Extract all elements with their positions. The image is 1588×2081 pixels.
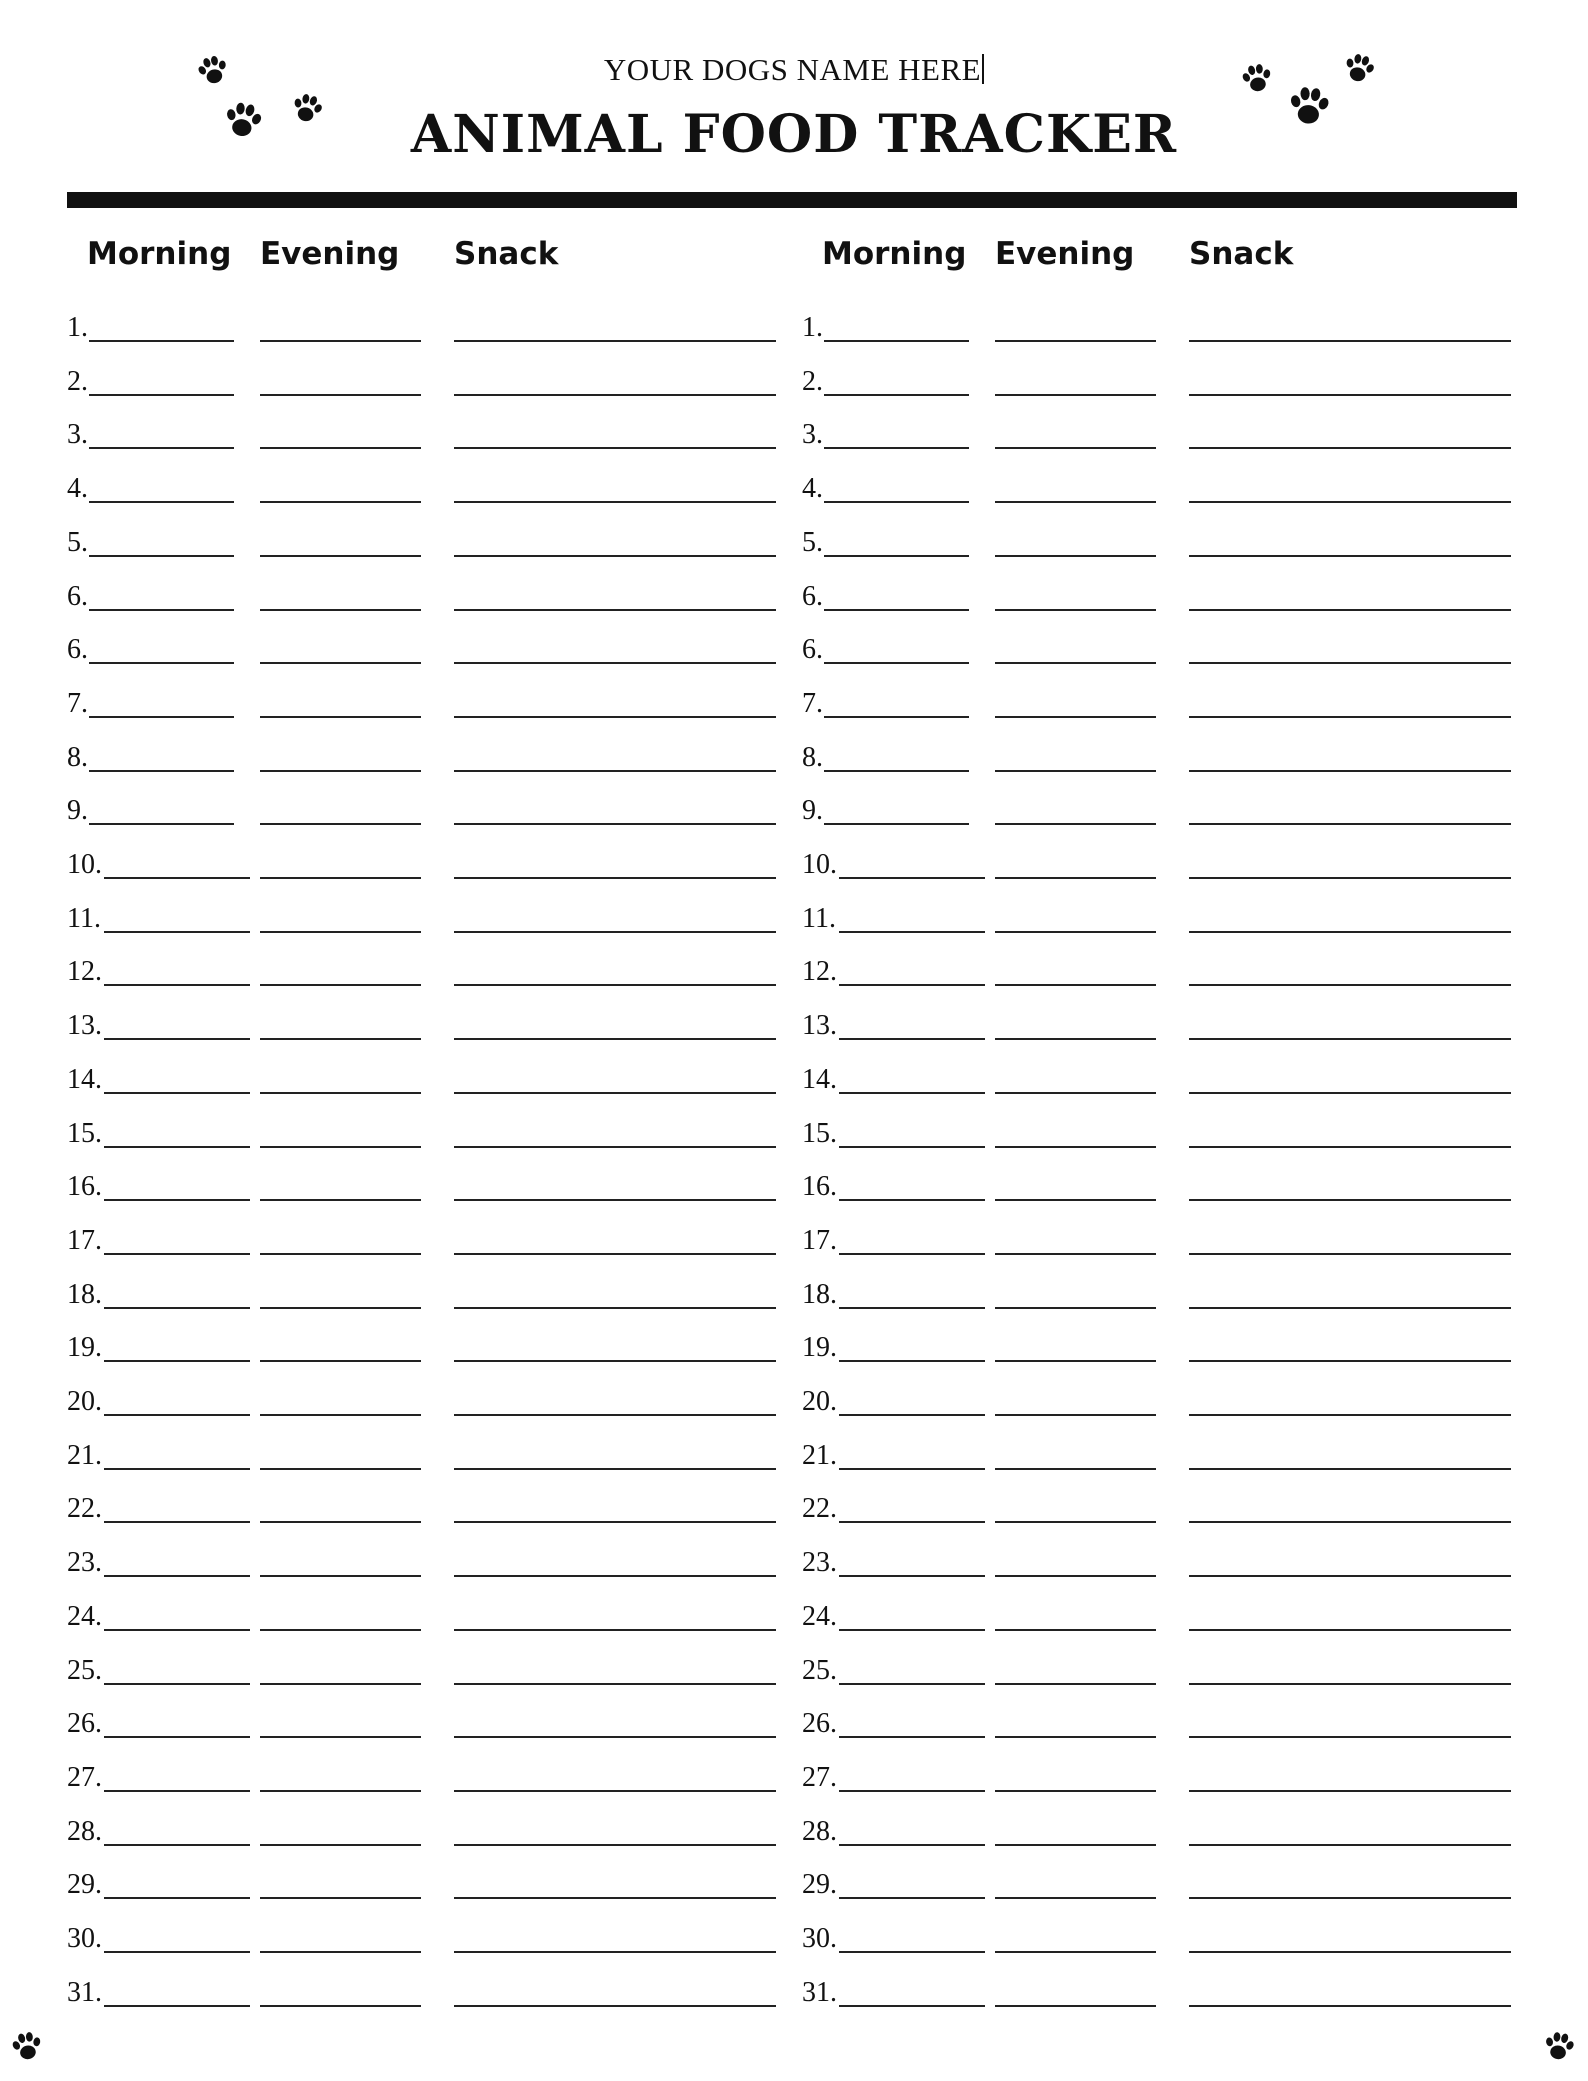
snack-entry-line[interactable]: [1189, 931, 1511, 933]
evening-entry-line[interactable]: [995, 555, 1156, 557]
snack-entry-line[interactable]: [1189, 1199, 1511, 1201]
row-number: 10.: [802, 849, 837, 880]
row-number: 16.: [802, 1171, 837, 1203]
evening-entry-line[interactable]: [995, 1683, 1156, 1685]
row-number: 27.: [802, 1761, 837, 1793]
snack-entry-line[interactable]: [1189, 1844, 1511, 1846]
morning-entry-line[interactable]: [824, 394, 969, 396]
snack-entry-line[interactable]: [454, 447, 776, 449]
morning-entry-line[interactable]: [824, 609, 969, 611]
snack-entry-line[interactable]: [454, 931, 776, 933]
morning-entry-line[interactable]: [839, 931, 985, 933]
snack-entry-line[interactable]: [1189, 1897, 1511, 1899]
morning-entry-line[interactable]: [104, 1790, 250, 1792]
morning-entry-line[interactable]: [89, 555, 234, 557]
evening-entry-line[interactable]: [995, 1521, 1156, 1523]
morning-entry-line[interactable]: [104, 1897, 250, 1899]
evening-entry-line[interactable]: [260, 823, 421, 825]
text-caret: [982, 54, 984, 84]
morning-entry-line[interactable]: [839, 1253, 985, 1255]
snack-entry-line[interactable]: [1189, 1521, 1511, 1523]
row-number: 4.: [67, 473, 88, 505]
morning-entry-line[interactable]: [89, 662, 234, 664]
row-number: 6.: [67, 634, 88, 666]
morning-entry-line[interactable]: [839, 1414, 985, 1416]
evening-entry-line[interactable]: [260, 662, 421, 664]
row-number: 26.: [802, 1708, 837, 1740]
paw-print-icon: [1237, 59, 1276, 98]
morning-entry-line[interactable]: [104, 877, 250, 879]
morning-entry-line[interactable]: [89, 447, 234, 449]
row-number: 11.: [802, 902, 836, 934]
row-number: 15.: [802, 1117, 837, 1149]
morning-entry-line[interactable]: [839, 1790, 985, 1792]
snack-entry-line[interactable]: [1189, 1575, 1511, 1577]
morning-entry-line[interactable]: [89, 823, 234, 825]
morning-entry-line[interactable]: [89, 340, 234, 342]
morning-entry-line[interactable]: [824, 501, 969, 503]
row-number: 24.: [67, 1600, 102, 1632]
row-number: 23.: [67, 1547, 102, 1579]
row-number: 7.: [802, 687, 823, 719]
morning-entry-line[interactable]: [104, 1038, 250, 1040]
evening-entry-line[interactable]: [995, 984, 1156, 986]
morning-entry-line[interactable]: [839, 1629, 985, 1631]
row-number: 24.: [802, 1600, 837, 1632]
row-number: 6.: [67, 580, 88, 612]
evening-entry-line[interactable]: [995, 1038, 1156, 1040]
row-number: 19.: [802, 1332, 837, 1364]
header-divider: [67, 192, 1517, 208]
evening-entry-line[interactable]: [260, 1038, 421, 1040]
snack-entry-line[interactable]: [454, 501, 776, 503]
snack-entry-line[interactable]: [454, 1951, 776, 1953]
snack-entry-line[interactable]: [454, 1844, 776, 1846]
row-number: 25.: [67, 1654, 102, 1686]
morning-entry-line[interactable]: [104, 1253, 250, 1255]
morning-entry-line[interactable]: [89, 770, 234, 772]
morning-entry-line[interactable]: [89, 394, 234, 396]
snack-entry-line[interactable]: [1189, 1092, 1511, 1094]
evening-entry-line[interactable]: [995, 877, 1156, 879]
row-number: 6.: [802, 634, 823, 666]
morning-entry-line[interactable]: [104, 1521, 250, 1523]
evening-entry-line[interactable]: [995, 1199, 1156, 1201]
row-number: 10.: [67, 849, 102, 880]
evening-entry-line[interactable]: [995, 770, 1156, 772]
evening-entry-line[interactable]: [260, 1683, 421, 1685]
morning-entry-line[interactable]: [839, 1468, 985, 1470]
morning-entry-line[interactable]: [104, 1092, 250, 1094]
evening-entry-line[interactable]: [260, 340, 421, 342]
snack-entry-line[interactable]: [454, 1038, 776, 1040]
row-number: 31.: [67, 1976, 102, 2008]
evening-entry-line[interactable]: [995, 609, 1156, 611]
evening-entry-line[interactable]: [995, 1844, 1156, 1846]
evening-entry-line[interactable]: [995, 1736, 1156, 1738]
evening-entry-line[interactable]: [260, 1629, 421, 1631]
evening-entry-line[interactable]: [995, 1790, 1156, 1792]
morning-entry-line[interactable]: [824, 662, 969, 664]
snack-entry-line[interactable]: [454, 1521, 776, 1523]
snack-entry-line[interactable]: [454, 1307, 776, 1309]
snack-entry-line[interactable]: [454, 340, 776, 342]
snack-entry-line[interactable]: [1189, 1629, 1511, 1631]
row-number: 22.: [802, 1493, 837, 1525]
evening-entry-line[interactable]: [260, 555, 421, 557]
morning-entry-line[interactable]: [104, 1683, 250, 1685]
morning-entry-line[interactable]: [839, 1683, 985, 1685]
morning-entry-line[interactable]: [824, 340, 969, 342]
evening-entry-line[interactable]: [260, 1146, 421, 1148]
row-number: 15.: [67, 1117, 102, 1149]
morning-entry-line[interactable]: [824, 716, 969, 718]
evening-entry-line[interactable]: [260, 1844, 421, 1846]
morning-entry-line[interactable]: [839, 1146, 985, 1148]
morning-entry-line[interactable]: [104, 1307, 250, 1309]
morning-entry-line[interactable]: [839, 1521, 985, 1523]
row-number: 7.: [67, 687, 88, 719]
row-number: 5.: [67, 526, 88, 558]
evening-entry-line[interactable]: [260, 501, 421, 503]
row-number: 18.: [67, 1278, 102, 1310]
evening-entry-line[interactable]: [260, 1575, 421, 1577]
snack-entry-line[interactable]: [454, 1360, 776, 1362]
evening-entry-line[interactable]: [260, 877, 421, 879]
snack-entry-line[interactable]: [1189, 1790, 1511, 1792]
morning-entry-line[interactable]: [104, 1844, 250, 1846]
morning-entry-line[interactable]: [104, 1199, 250, 1201]
morning-entry-line[interactable]: [839, 877, 985, 879]
snack-entry-line[interactable]: [454, 984, 776, 986]
evening-entry-line[interactable]: [260, 1360, 421, 1362]
snack-entry-line[interactable]: [454, 1897, 776, 1899]
snack-entry-line[interactable]: [1189, 609, 1511, 611]
evening-entry-line[interactable]: [260, 1092, 421, 1094]
evening-entry-line[interactable]: [995, 2005, 1156, 2007]
snack-entry-line[interactable]: [1189, 1951, 1511, 1953]
evening-entry-line[interactable]: [260, 1199, 421, 1201]
column-header-morning: Morning: [822, 236, 967, 272]
snack-entry-line[interactable]: [454, 877, 776, 879]
row-number: 13.: [802, 1010, 837, 1042]
snack-entry-line[interactable]: [454, 1414, 776, 1416]
row-number: 12.: [802, 956, 837, 988]
morning-entry-line[interactable]: [104, 1736, 250, 1738]
morning-entry-line[interactable]: [104, 1951, 250, 1953]
column-header-snack: Snack: [1189, 236, 1294, 272]
snack-entry-line[interactable]: [454, 1736, 776, 1738]
morning-entry-line[interactable]: [839, 2005, 985, 2007]
snack-entry-line[interactable]: [1189, 1736, 1511, 1738]
row-number: 8.: [802, 741, 823, 773]
evening-entry-line[interactable]: [260, 1951, 421, 1953]
row-number: 25.: [802, 1654, 837, 1686]
paw-print-icon: [1284, 82, 1334, 132]
evening-entry-line[interactable]: [995, 1897, 1156, 1899]
evening-entry-line[interactable]: [995, 447, 1156, 449]
row-number: 17.: [802, 1224, 837, 1256]
snack-entry-line[interactable]: [454, 1092, 776, 1094]
row-number: 20.: [67, 1386, 102, 1417]
row-number: 6.: [802, 580, 823, 612]
snack-entry-line[interactable]: [454, 770, 776, 772]
row-number: 3.: [67, 419, 88, 451]
snack-entry-line[interactable]: [1189, 823, 1511, 825]
evening-entry-line[interactable]: [260, 1253, 421, 1255]
evening-entry-line[interactable]: [995, 1629, 1156, 1631]
row-number: 28.: [802, 1815, 837, 1847]
snack-entry-line[interactable]: [1189, 1146, 1511, 1148]
row-number: 22.: [67, 1493, 102, 1525]
snack-entry-line[interactable]: [1189, 1683, 1511, 1685]
morning-entry-line[interactable]: [824, 823, 969, 825]
row-number: 1.: [802, 312, 823, 343]
evening-entry-line[interactable]: [995, 1092, 1156, 1094]
snack-entry-line[interactable]: [1189, 340, 1511, 342]
row-number: 17.: [67, 1224, 102, 1256]
snack-entry-line[interactable]: [1189, 2005, 1511, 2007]
snack-entry-line[interactable]: [454, 555, 776, 557]
morning-entry-line[interactable]: [839, 984, 985, 986]
row-number: 21.: [802, 1439, 837, 1471]
snack-entry-line[interactable]: [1189, 1253, 1511, 1255]
morning-entry-line[interactable]: [104, 931, 250, 933]
morning-entry-line[interactable]: [824, 447, 969, 449]
evening-entry-line[interactable]: [260, 1790, 421, 1792]
evening-entry-line[interactable]: [995, 1575, 1156, 1577]
morning-entry-line[interactable]: [839, 1844, 985, 1846]
snack-entry-line[interactable]: [1189, 555, 1511, 557]
morning-entry-line[interactable]: [89, 609, 234, 611]
morning-entry-line[interactable]: [104, 1414, 250, 1416]
row-number: 11.: [67, 902, 101, 934]
row-number: 19.: [67, 1332, 102, 1364]
snack-entry-line[interactable]: [1189, 1468, 1511, 1470]
row-number: 12.: [67, 956, 102, 988]
morning-entry-line[interactable]: [839, 1199, 985, 1201]
snack-entry-line[interactable]: [1189, 1360, 1511, 1362]
morning-entry-line[interactable]: [839, 1897, 985, 1899]
morning-entry-line[interactable]: [839, 1307, 985, 1309]
evening-entry-line[interactable]: [260, 1897, 421, 1899]
row-number: 20.: [802, 1386, 837, 1417]
evening-entry-line[interactable]: [995, 716, 1156, 718]
evening-entry-line[interactable]: [260, 1736, 421, 1738]
morning-entry-line[interactable]: [839, 1736, 985, 1738]
row-number: 14.: [802, 1063, 837, 1095]
snack-entry-line[interactable]: [1189, 394, 1511, 396]
evening-entry-line[interactable]: [995, 662, 1156, 664]
paw-print-icon: [7, 2027, 46, 2066]
morning-entry-line[interactable]: [839, 1575, 985, 1577]
evening-entry-line[interactable]: [260, 716, 421, 718]
morning-entry-line[interactable]: [89, 501, 234, 503]
snack-entry-line[interactable]: [1189, 447, 1511, 449]
evening-entry-line[interactable]: [260, 770, 421, 772]
row-number: 29.: [67, 1869, 102, 1901]
morning-entry-line[interactable]: [839, 1038, 985, 1040]
snack-entry-line[interactable]: [1189, 984, 1511, 986]
page-title: ANIMAL FOOD TRACKER: [410, 104, 1178, 165]
row-number: 3.: [802, 419, 823, 451]
morning-entry-line[interactable]: [104, 1360, 250, 1362]
dog-name-text: YOUR DOGS NAME HERE: [603, 52, 982, 87]
snack-entry-line[interactable]: [454, 1683, 776, 1685]
evening-entry-line[interactable]: [995, 340, 1156, 342]
evening-entry-line[interactable]: [995, 1307, 1156, 1309]
morning-entry-line[interactable]: [839, 1360, 985, 1362]
row-number: 9.: [67, 795, 88, 827]
snack-entry-line[interactable]: [454, 1146, 776, 1148]
snack-entry-line[interactable]: [1189, 716, 1511, 718]
evening-entry-line[interactable]: [260, 984, 421, 986]
row-number: 27.: [67, 1761, 102, 1793]
row-number: 26.: [67, 1708, 102, 1740]
column-header-evening: Evening: [995, 236, 1135, 272]
row-number: 13.: [67, 1010, 102, 1042]
snack-entry-line[interactable]: [1189, 770, 1511, 772]
evening-entry-line[interactable]: [995, 1253, 1156, 1255]
evening-entry-line[interactable]: [995, 1146, 1156, 1148]
row-number: 8.: [67, 741, 88, 773]
row-number: 5.: [802, 526, 823, 558]
snack-entry-line[interactable]: [454, 394, 776, 396]
morning-entry-line[interactable]: [839, 1951, 985, 1953]
evening-entry-line[interactable]: [995, 931, 1156, 933]
column-header-snack: Snack: [454, 236, 559, 272]
column-header-morning: Morning: [87, 236, 232, 272]
evening-entry-line[interactable]: [260, 1468, 421, 1470]
morning-entry-line[interactable]: [104, 1468, 250, 1470]
morning-entry-line[interactable]: [104, 1629, 250, 1631]
snack-entry-line[interactable]: [454, 1629, 776, 1631]
evening-entry-line[interactable]: [260, 447, 421, 449]
row-number: 18.: [802, 1278, 837, 1310]
row-number: 30.: [802, 1923, 837, 1954]
morning-entry-line[interactable]: [104, 984, 250, 986]
snack-entry-line[interactable]: [454, 609, 776, 611]
evening-entry-line[interactable]: [995, 823, 1156, 825]
row-number: 1.: [67, 312, 88, 343]
snack-entry-line[interactable]: [454, 823, 776, 825]
evening-entry-line[interactable]: [995, 1951, 1156, 1953]
morning-entry-line[interactable]: [824, 770, 969, 772]
evening-entry-line[interactable]: [995, 1414, 1156, 1416]
snack-entry-line[interactable]: [454, 1790, 776, 1792]
snack-entry-line[interactable]: [1189, 1414, 1511, 1416]
snack-entry-line[interactable]: [454, 2005, 776, 2007]
morning-entry-line[interactable]: [824, 555, 969, 557]
evening-entry-line[interactable]: [995, 501, 1156, 503]
morning-entry-line[interactable]: [104, 1146, 250, 1148]
snack-entry-line[interactable]: [454, 662, 776, 664]
row-number: 30.: [67, 1923, 102, 1954]
snack-entry-line[interactable]: [1189, 1307, 1511, 1309]
snack-entry-line[interactable]: [454, 1575, 776, 1577]
morning-entry-line[interactable]: [104, 2005, 250, 2007]
snack-entry-line[interactable]: [1189, 877, 1511, 879]
row-number: 16.: [67, 1171, 102, 1203]
paw-print-icon: [219, 97, 268, 146]
evening-entry-line[interactable]: [260, 394, 421, 396]
row-number: 29.: [802, 1869, 837, 1901]
snack-entry-line[interactable]: [454, 1253, 776, 1255]
snack-entry-line[interactable]: [1189, 501, 1511, 503]
paw-print-icon: [1539, 2027, 1578, 2066]
row-number: 31.: [802, 1976, 837, 2008]
row-number: 23.: [802, 1547, 837, 1579]
evening-entry-line[interactable]: [260, 2005, 421, 2007]
row-number: 28.: [67, 1815, 102, 1847]
column-header-evening: Evening: [260, 236, 400, 272]
row-number: 2.: [802, 365, 823, 397]
evening-entry-line[interactable]: [995, 1468, 1156, 1470]
evening-entry-line[interactable]: [260, 1521, 421, 1523]
row-number: 21.: [67, 1439, 102, 1471]
evening-entry-line[interactable]: [260, 1307, 421, 1309]
evening-entry-line[interactable]: [260, 1414, 421, 1416]
snack-entry-line[interactable]: [454, 1199, 776, 1201]
evening-entry-line[interactable]: [260, 931, 421, 933]
row-number: 4.: [802, 473, 823, 505]
morning-entry-line[interactable]: [89, 716, 234, 718]
morning-entry-line[interactable]: [839, 1092, 985, 1094]
snack-entry-line[interactable]: [454, 716, 776, 718]
row-number: 2.: [67, 365, 88, 397]
snack-entry-line[interactable]: [1189, 662, 1511, 664]
evening-entry-line[interactable]: [260, 609, 421, 611]
snack-entry-line[interactable]: [454, 1468, 776, 1470]
snack-entry-line[interactable]: [1189, 1038, 1511, 1040]
evening-entry-line[interactable]: [995, 394, 1156, 396]
evening-entry-line[interactable]: [995, 1360, 1156, 1362]
row-number: 9.: [802, 795, 823, 827]
row-number: 14.: [67, 1063, 102, 1095]
morning-entry-line[interactable]: [104, 1575, 250, 1577]
